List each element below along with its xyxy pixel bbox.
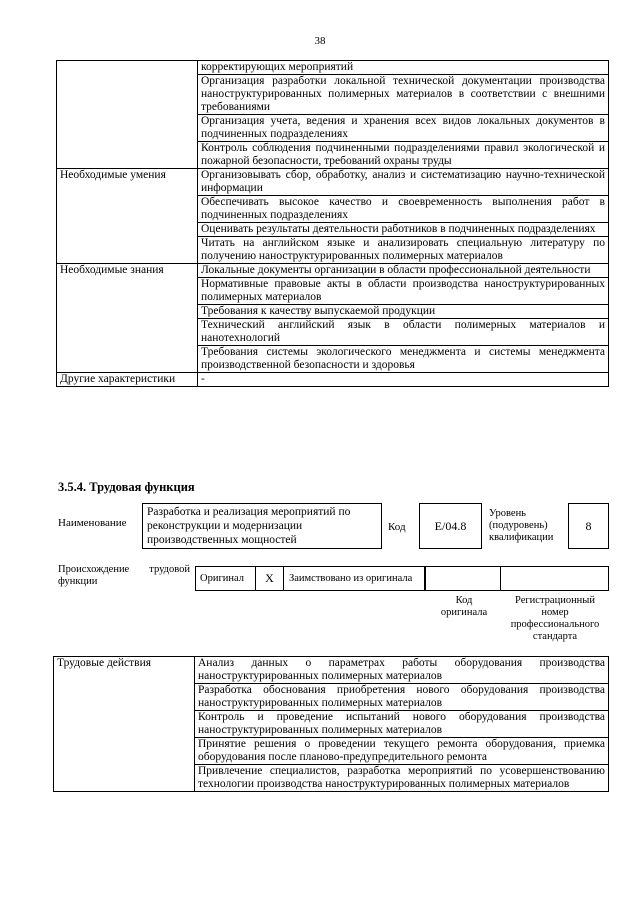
empty-label-cell bbox=[57, 61, 198, 169]
origin-label: Происхождение трудовой функции bbox=[58, 564, 190, 587]
table-cell: Принятие решения о проведении текущего ремонта оборудования, приемка оборудования после планово-предупредительного ремонта bbox=[195, 738, 609, 765]
table-cell: Локальные документы организации в области профессиональной деятельности bbox=[198, 264, 609, 278]
table-cell: Требования системы экологического менеджмента и системы менеджмента производственной безопасности и здоровья bbox=[198, 346, 609, 373]
original-mark-box: X bbox=[255, 566, 284, 591]
table-cell: Организация учета, ведения и хранения всех видов локальных документов в подчиненных подразделениях bbox=[198, 115, 609, 142]
borrowed-label: Заимствовано из оригинала bbox=[289, 573, 413, 584]
table-cell: Читать на английском языке и анализировать специальную литературу по получению наноструктурированных полимерных материалов bbox=[198, 237, 609, 264]
function-name-box: Разработка и реализация мероприятий по реконструкции и модернизации производственных мощностей bbox=[142, 503, 382, 549]
level-value-box: 8 bbox=[568, 503, 609, 549]
code-original-box bbox=[425, 566, 501, 591]
page-number: 38 bbox=[314, 35, 326, 47]
table-cell: Оценивать результаты деятельности работников в подчиненных подразделениях bbox=[198, 223, 609, 237]
table-cell: корректирующих мероприятий bbox=[198, 61, 609, 75]
table-cell: Организовывать сбор, обработку, анализ и систематизацию научно-технической информации bbox=[198, 169, 609, 196]
level-label: Уровень (подуровень) квалификации bbox=[489, 508, 554, 543]
name-label: Наименование bbox=[58, 517, 127, 529]
table-cell: Контроль соблюдения подчиненными подразделениями правил экологической и пожарной безопасности, требований охраны труды bbox=[198, 142, 609, 169]
table-cell: Анализ данных о параметрах работы оборудования производства наноструктурированных полимерных материалов bbox=[195, 657, 609, 684]
code-original-label: Код оригинала bbox=[440, 595, 488, 618]
original-label: Оригинал bbox=[200, 573, 244, 584]
other-label: Другие характеристики bbox=[57, 373, 198, 387]
reg-number-label: Регистрационный номер профессионального стандарта bbox=[510, 595, 600, 642]
skills-label: Необходимые умения bbox=[57, 169, 198, 264]
labor-actions-table bbox=[53, 656, 609, 792]
code-label: Код bbox=[388, 521, 406, 533]
table-cell: Разработка обоснования приобретения нового оборудования производства наноструктурированных полимерных материалов bbox=[195, 684, 609, 711]
table-cell: Контроль и проведение испытаний нового оборудования производства наноструктурированных полимерных материалов bbox=[195, 711, 609, 738]
table-cell: Технический английский язык в области полимерных материалов и нанотехнологий bbox=[198, 319, 609, 346]
table-cell: Нормативные правовые акты в области производства наноструктурированных полимерных материалов bbox=[198, 278, 609, 305]
reg-number-box bbox=[500, 566, 609, 591]
table-cell: Привлечение специалистов, разработка мероприятий по усовершенствованию технологии производства наноструктурированных полимерных материалов bbox=[195, 765, 609, 792]
actions-label: Трудовые действия bbox=[54, 657, 195, 792]
other-value: - bbox=[198, 373, 609, 387]
requirements-table bbox=[56, 60, 609, 387]
section-heading: 3.5.4. Трудовая функция bbox=[58, 480, 195, 494]
knowledge-label: Необходимые знания bbox=[57, 264, 198, 373]
table-cell: Требования к качеству выпускаемой продукции bbox=[198, 305, 609, 319]
code-value-box: E/04.8 bbox=[419, 503, 482, 549]
table-cell: Обеспечивать высокое качество и своевременность выполнения работ в подчиненных подразделениях bbox=[198, 196, 609, 223]
table-cell: Организация разработки локальной технической документации производства наноструктурированных полимерных материалов в соответствии с внешними требованиями bbox=[198, 75, 609, 115]
